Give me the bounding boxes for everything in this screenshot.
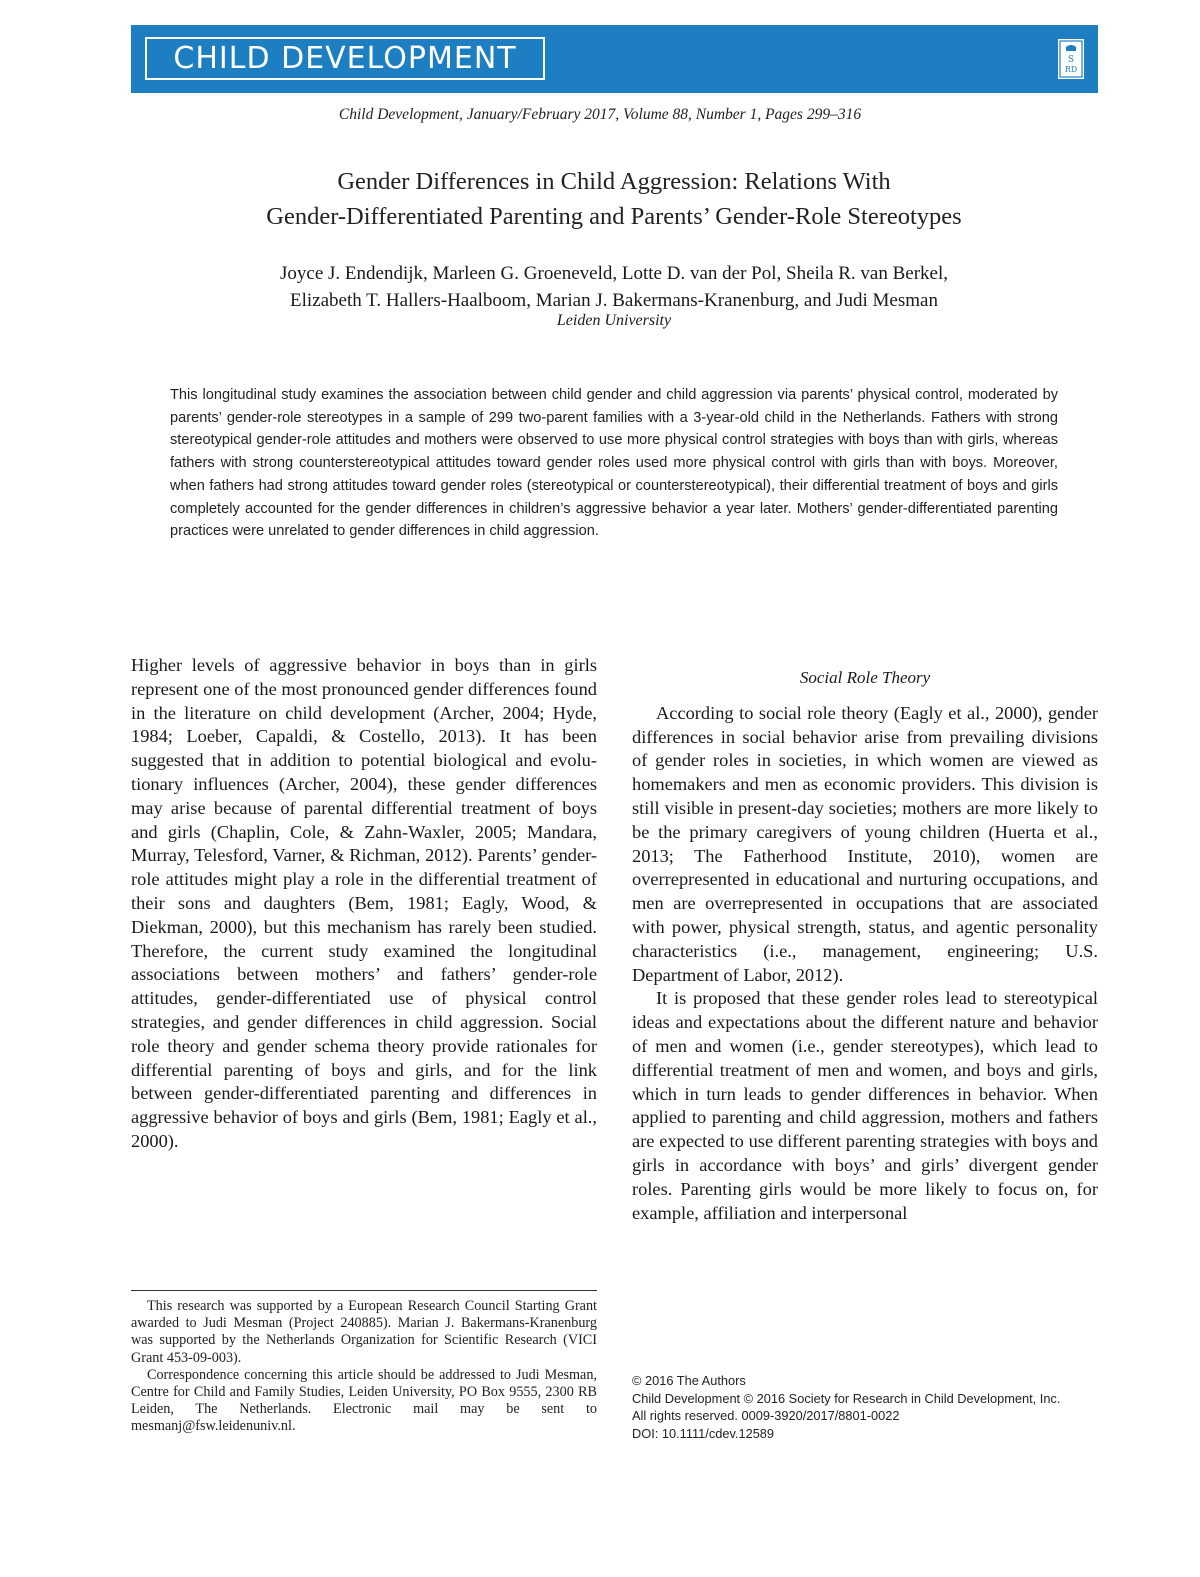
footnotes xyxy=(131,1298,597,1436)
funding-footnote: This research was supported by a European Research Council Starting Grant awarded to Judi Mesman (Project 240885). Marian J. Bakermans-Kranenburg was supported by the Netherlands Organization for Scientific Research (VICI Grant 453-09-003). xyxy=(131,1298,597,1366)
copyright-line-1: © 2016 The Authors xyxy=(632,1373,746,1388)
article-title xyxy=(0,164,1200,234)
author-list xyxy=(0,260,1200,314)
correspondence-footnote: Correspondence concerning this article should be addressed to Judi Mesman, Centre for Child and Family Studies, Leiden University, PO Box 9555, 2300 RB Leiden, The Netherlands. Electronic mail may be sent to mesmanj@fsw.leidenuniv.nl. xyxy=(131,1366,597,1435)
footnote-divider xyxy=(131,1290,597,1291)
right-column xyxy=(632,666,1098,1225)
copyright-line-3: All rights reserved. 0009-3920/2017/8801-0022 xyxy=(632,1408,900,1423)
journal-citation: Child Development, January/February 2017, Volume 88, Number 1, Pages 299–316 xyxy=(338,106,862,123)
svg-text:RD: RD xyxy=(1064,65,1078,74)
article-title-line-1: Gender Differences in Child Aggression: Relations With xyxy=(337,168,891,195)
section-paragraph-2: It is proposed that these gender roles lead to stereotypical ideas and expectations about the different nature and behavior of men and women (i.e., gender stereotypes), which lead to differential treatment of men and women, and boys and girls, which in turn leads to gender differences in behavior. When applied to parenting and child aggression, mothers and fathers are expected to use different parenting strategies with boys and girls in accordance with boys’ and girls’ divergent gender roles. Parenting girls would be more likely to focus on, for example, affiliation and interpersonal xyxy=(632,988,1098,1223)
author-line-2: Elizabeth T. Hallers-Haalboom, Marian J. Bakermans-Kranenburg, and Judi Mesman xyxy=(290,290,938,311)
doi-line: DOI: 10.1111/cdev.12589 xyxy=(632,1425,775,1441)
section-heading: Social Role Theory xyxy=(799,668,931,687)
copyright-block xyxy=(632,1372,1102,1442)
journal-name: CHILD DEVELOPMENT xyxy=(173,41,517,76)
copyright-line-2: Child Development © 2016 Society for Research in Child Development, Inc. xyxy=(632,1390,1061,1406)
abstract: This longitudinal study examines the association between child gender and child aggression via parents’ physical control, moderated by parents’ gender-role stereotypes in a sample of 299 two-parent families with a 3-year-old child in the Netherlands. Fathers with strong stereotypical gender-role attitudes and mothers were observed to use more physical control strategies with boys than with girls, whereas fathers with strong counterstereotypical attitudes toward gender roles used more physical control with girls than with boys. Moreover, when fathers had strong attitudes toward gender roles (stereotypical or counterstereotypical), their differential treatment of boys and girls completely accounted for the gender differences in children’s aggressive behavior a year later. Mothers’ gender-differentiated parenting practices were unrelated to gender differences in child aggression. xyxy=(170,387,1058,540)
affiliation: Leiden University xyxy=(556,312,672,329)
section-paragraph-1: According to social role theory (Eagly et al., 2000), gender differences in social behavior arise from prevailing divisions of gender roles in societies, in which women are viewed as homemakers and men as economic providers. This division is still visible in present-day societies; mothers are more likely to be the primary caregivers of young children (Huerta et al., 2013; The Fatherhood Institute, 2010), women are overrepresented in educational and nurturing occupations, and men are overrepresented in occupations that are associated with power, physical strength, status, and agentic personality characteristics (i.e., management, engineering; U.S. Department of Labor, 2012). xyxy=(632,702,1098,985)
svg-text:S: S xyxy=(1067,55,1075,65)
left-column xyxy=(131,654,597,1154)
journal-banner xyxy=(131,25,1098,93)
article-title-line-2: Gender-Differentiated Parenting and Parents’ Gender-Role Stereotypes xyxy=(266,203,962,230)
intro-paragraph: Higher levels of aggressive behavior in boys than in girls represent one of the most pronounced gender differences found in the literature on child development (Archer, 2004; Hyde, 1984; Loeber, Capaldi, & Costello, 2013). It has been suggested that in addition to potential biological and evolutionary influences (Archer, 2004), these gender differences may arise because of parental differential treatment of boys and girls (Chaplin, Cole, & Zahn-Waxler, 2005; Mandara, Murray, Telesford, Varner, & Richman, 2012). Parents’ gender-role attitudes might play a role in the differential treatment of their sons and daughters (Bem, 1981; Eagly, Wood, & Diekman, 2000), but this mechanism has rarely been studied. Therefore, the current study examined the longitudinal associations between mothers’ and fathers’ gender-role attitudes, gender-differentiated use of physical control strategies, and gender differences in child aggression. Social role theory and gender schema theory provide rationales for differential parenting of boys and girls, and for the link between gender-differentiated parenting and differences in aggressive behavior of boys and girls (Bem, 1981; Eagly et al., 2000). xyxy=(131,655,597,1151)
srcd-logo-icon xyxy=(1058,39,1084,79)
journal-name-box xyxy=(145,37,545,80)
author-line-1: Joyce J. Endendijk, Marleen G. Groeneveld, Lotte D. van der Pol, Sheila R. van Berkel, xyxy=(280,263,948,284)
